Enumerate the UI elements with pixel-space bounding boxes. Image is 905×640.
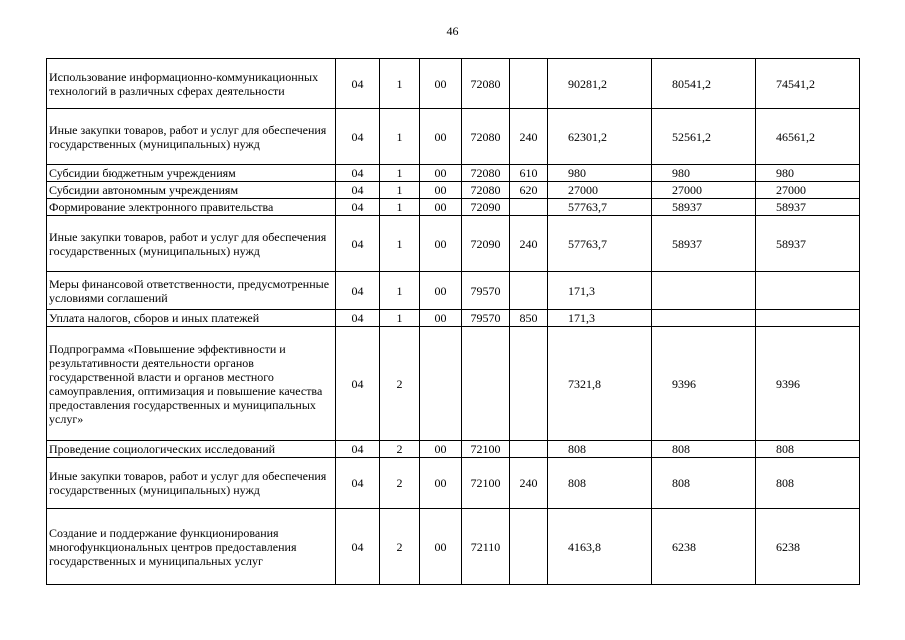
amount-year-3: 6238 [756,509,860,585]
direction-code: 00 [420,59,462,109]
direction-code: 00 [420,310,462,327]
amount-year-2: 52561,2 [652,109,756,165]
expense-code: 72080 [462,165,510,182]
subprogram-code: 2 [380,458,420,509]
section-code: 04 [336,441,380,458]
subprogram-code: 1 [380,310,420,327]
item-name: Меры финансовой ответственности, предусмотренные условиями соглашений [47,272,336,310]
amount-year-3: 58937 [756,199,860,216]
table-body [47,59,860,585]
expense-code: 72090 [462,216,510,272]
amount-year-3 [756,310,860,327]
amount-year-3: 808 [756,441,860,458]
amount-year-1: 171,3 [548,310,652,327]
amount-year-3: 808 [756,458,860,509]
direction-code: 00 [420,458,462,509]
item-name: Субсидии автономным учреждениям [47,182,336,199]
item-name: Формирование электронного правительства [47,199,336,216]
table-row [47,272,860,310]
expense-type-code: 240 [510,458,548,509]
expense-code: 79570 [462,310,510,327]
amount-year-2: 6238 [652,509,756,585]
table-row [47,182,860,199]
expense-code: 79570 [462,272,510,310]
direction-code: 00 [420,165,462,182]
item-name: Создание и поддержание функционирования многофункциональных центров предоставления государственных и муниципальных услуг [47,509,336,585]
section-code: 04 [336,327,380,441]
direction-code [420,327,462,441]
expense-type-code: 240 [510,109,548,165]
section-code: 04 [336,216,380,272]
subprogram-code: 2 [380,327,420,441]
section-code: 04 [336,272,380,310]
expense-type-code: 610 [510,165,548,182]
amount-year-1: 57763,7 [548,199,652,216]
amount-year-1: 4163,8 [548,509,652,585]
direction-code: 00 [420,216,462,272]
subprogram-code: 1 [380,59,420,109]
section-code: 04 [336,310,380,327]
amount-year-1: 27000 [548,182,652,199]
table-row [47,509,860,585]
amount-year-2: 808 [652,458,756,509]
expense-type-code [510,272,548,310]
budget-table [46,58,860,585]
expense-type-code: 240 [510,216,548,272]
table-row [47,441,860,458]
amount-year-3: 46561,2 [756,109,860,165]
section-code: 04 [336,199,380,216]
subprogram-code: 2 [380,509,420,585]
subprogram-code: 1 [380,165,420,182]
table-row [47,458,860,509]
page-number: 46 [446,24,459,38]
amount-year-2 [652,272,756,310]
item-name: Иные закупки товаров, работ и услуг для обеспечения государственных (муниципальных) нужд [47,216,336,272]
amount-year-3: 9396 [756,327,860,441]
amount-year-3: 74541,2 [756,59,860,109]
amount-year-2: 58937 [652,199,756,216]
expense-code: 72090 [462,199,510,216]
item-name: Проведение социологических исследований [47,441,336,458]
subprogram-code: 1 [380,182,420,199]
amount-year-2: 980 [652,165,756,182]
expense-code: 72080 [462,59,510,109]
expense-type-code [510,441,548,458]
amount-year-1: 90281,2 [548,59,652,109]
section-code: 04 [336,182,380,199]
expense-code: 72100 [462,458,510,509]
direction-code: 00 [420,199,462,216]
expense-code: 72080 [462,182,510,199]
subprogram-code: 2 [380,441,420,458]
table-row [47,109,860,165]
amount-year-2: 27000 [652,182,756,199]
amount-year-1: 808 [548,441,652,458]
subprogram-code: 1 [380,216,420,272]
table-row [47,165,860,182]
subprogram-code: 1 [380,272,420,310]
expense-type-code [510,509,548,585]
amount-year-1: 7321,8 [548,327,652,441]
amount-year-2: 9396 [652,327,756,441]
amount-year-3: 980 [756,165,860,182]
amount-year-3: 27000 [756,182,860,199]
direction-code: 00 [420,441,462,458]
expense-type-code: 620 [510,182,548,199]
item-name: Подпрограмма «Повышение эффективности и результативности деятельности органов государственной власти и органов местного самоуправления, оптимизация и повышение качества предоставления государственных и муниципальных услуг» [47,327,336,441]
amount-year-1: 808 [548,458,652,509]
expense-type-code [510,199,548,216]
amount-year-2: 808 [652,441,756,458]
item-name: Использование информационно-коммуникационных технологий в различных сферах деятельности [47,59,336,109]
table-row [47,199,860,216]
subprogram-code: 1 [380,109,420,165]
amount-year-1: 57763,7 [548,216,652,272]
amount-year-1: 980 [548,165,652,182]
section-code: 04 [336,165,380,182]
item-name: Субсидии бюджетным учреждениям [47,165,336,182]
direction-code: 00 [420,272,462,310]
item-name: Иные закупки товаров, работ и услуг для обеспечения государственных (муниципальных) нужд [47,109,336,165]
expense-code: 72110 [462,509,510,585]
expense-code: 72080 [462,109,510,165]
direction-code: 00 [420,109,462,165]
subprogram-code: 1 [380,199,420,216]
direction-code: 00 [420,182,462,199]
direction-code: 00 [420,509,462,585]
expense-code: 72100 [462,441,510,458]
amount-year-2: 58937 [652,216,756,272]
amount-year-1: 62301,2 [548,109,652,165]
amount-year-3 [756,272,860,310]
item-name: Уплата налогов, сборов и иных платежей [47,310,336,327]
expense-type-code: 850 [510,310,548,327]
table-row [47,59,860,109]
expense-type-code [510,59,548,109]
section-code: 04 [336,109,380,165]
table-row [47,327,860,441]
section-code: 04 [336,509,380,585]
amount-year-2: 80541,2 [652,59,756,109]
amount-year-1: 171,3 [548,272,652,310]
section-code: 04 [336,458,380,509]
table-row [47,216,860,272]
amount-year-3: 58937 [756,216,860,272]
item-name: Иные закупки товаров, работ и услуг для обеспечения государственных (муниципальных) нужд [47,458,336,509]
expense-code [462,327,510,441]
table-row [47,310,860,327]
amount-year-2 [652,310,756,327]
expense-type-code [510,327,548,441]
section-code: 04 [336,59,380,109]
